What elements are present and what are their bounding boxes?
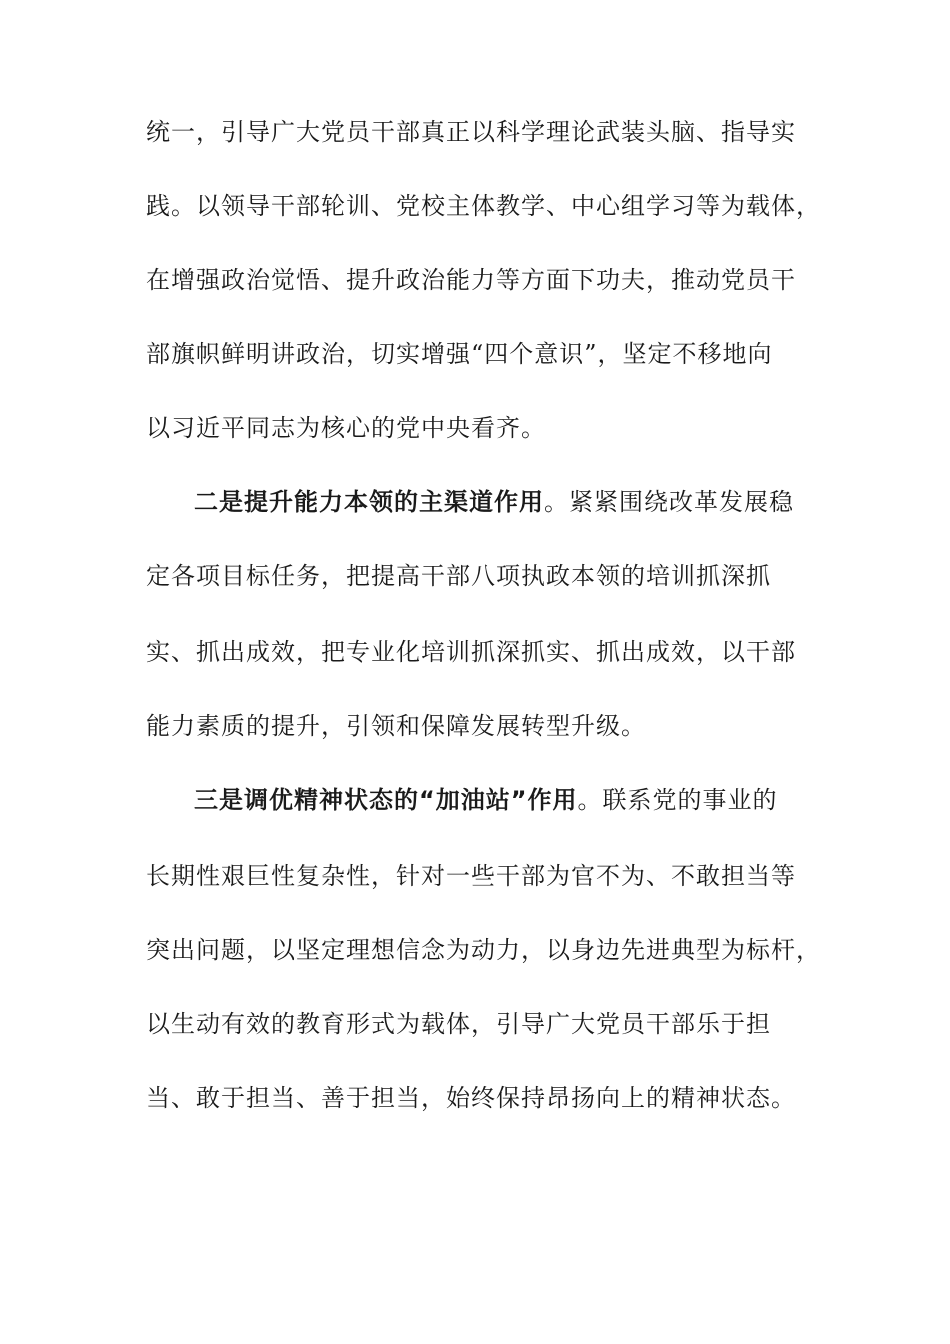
paragraph-2-heading: 二是提升能力本领的主渠道作用 [194, 488, 544, 516]
paragraph-1-line-4: 部旗帜鲜明讲政治，切实增强“四个意识”，坚定不移地向 [146, 340, 773, 368]
paragraph-3-heading: 三是调优精神状态的“加油站”作用 [194, 786, 578, 814]
paragraph-3-line-4: 以生动有效的教育形式为载体，引导广大党员干部乐于担 [146, 1010, 771, 1038]
paragraph-3-line-2: 长期性艰巨性复杂性，针对一些干部为官不为、不敢担当等 [146, 862, 796, 890]
paragraph-2-line-3: 实、抓出成效，把专业化培训抓深抓实、抓出成效，以干部 [146, 638, 796, 666]
paragraph-1-line-3: 在增强政治觉悟、提升政治能力等方面下功夫，推动党员干 [146, 266, 796, 294]
paragraph-2-line-4: 能力素质的提升，引领和保障发展转型升级。 [146, 712, 646, 740]
paragraph-3-line-1 [194, 780, 816, 820]
paragraph-1-line-2: 践。以领导干部轮训、党校主体教学、中心组学习等为载体， [146, 192, 821, 220]
paragraph-2-first-line-rest: 。紧紧围绕改革发展稳 [544, 488, 794, 516]
paragraph-1-line-5: 以习近平同志为核心的党中央看齐。 [146, 414, 546, 442]
paragraph-3-first-line-rest: 。联系党的事业的 [577, 786, 778, 814]
paragraph-3-line-5: 当、敢于担当、善于担当，始终保持昂扬向上的精神状态。 [146, 1084, 796, 1112]
paragraph-1-line-1: 统一，引导广大党员干部真正以科学理论武装头脑、指导实 [146, 118, 796, 146]
paragraph-3-line-3: 突出问题，以坚定理想信念为动力，以身边先进典型为标杆， [146, 936, 821, 964]
paragraph-2-line-2: 定各项目标任务，把提高干部八项执政本领的培训抓深抓 [146, 562, 771, 590]
paragraph-2-line-1 [194, 482, 816, 522]
